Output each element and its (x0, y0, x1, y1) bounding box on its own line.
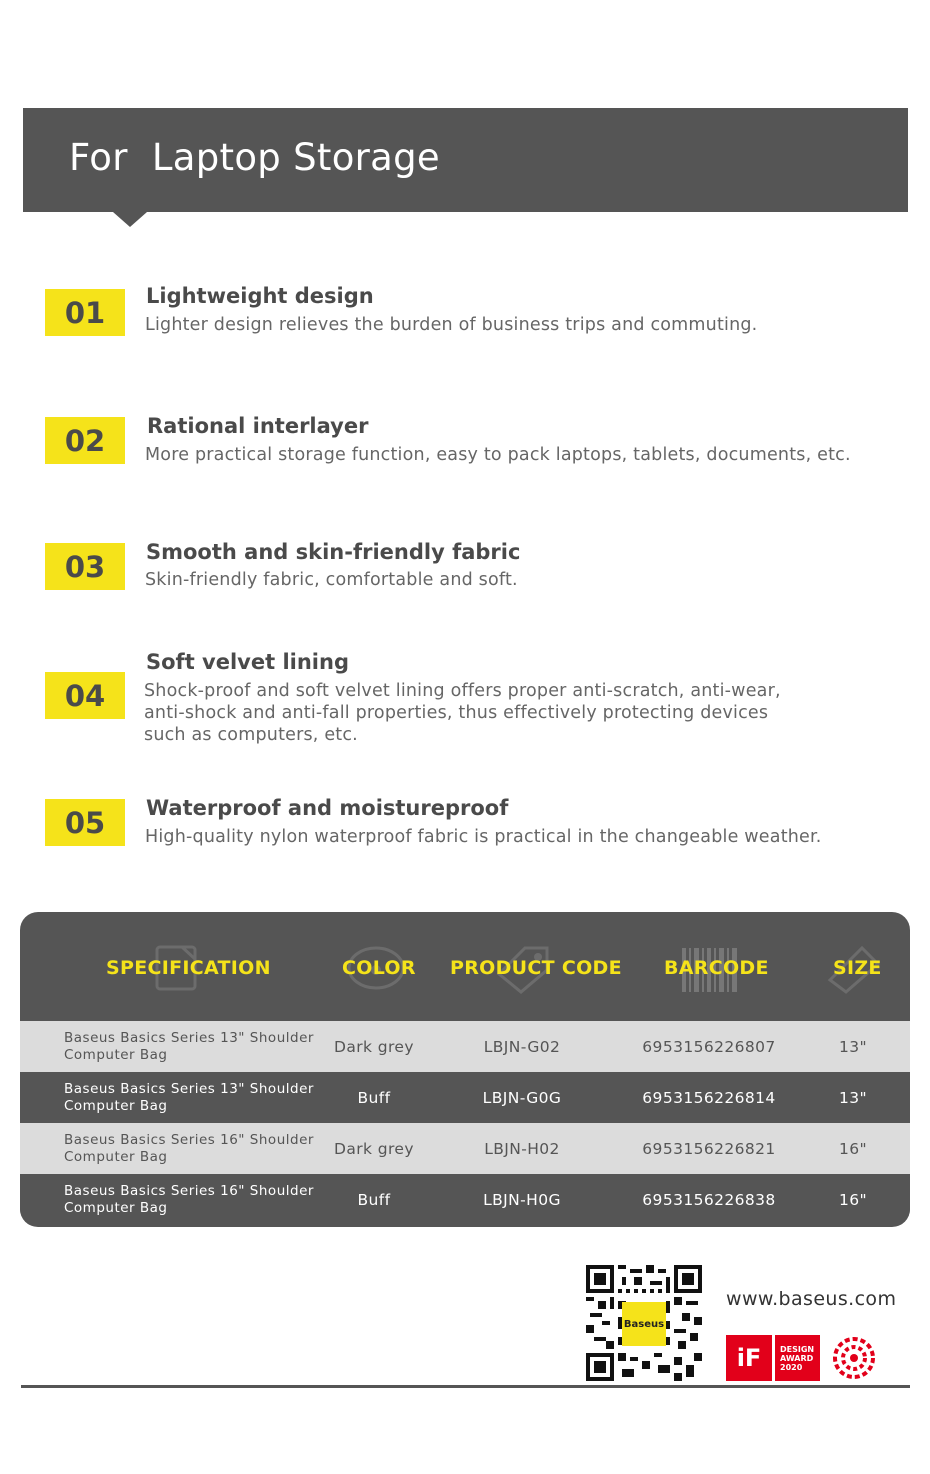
feature-title: Soft velvet lining (146, 650, 349, 674)
design-award-badge (775, 1335, 820, 1381)
feature-description: Skin-friendly fabric, comfortable and soft. (145, 570, 518, 590)
if-logo: iF (726, 1335, 772, 1381)
table-row (20, 1174, 910, 1225)
header-color: COLOR (342, 957, 416, 979)
feature-description: Shock-proof and soft velvet lining offers proper anti-scratch, anti-wear, anti-shock and anti-fall properties, thus effectively protecting devices such as computers, etc. (144, 681, 781, 745)
table-row (20, 1072, 910, 1123)
cell-product-code: LBJN-G0G (482, 1088, 562, 1107)
award-line: DESIGN (780, 1344, 815, 1354)
cell-color: Dark grey (334, 1037, 414, 1056)
website-link[interactable]: www.baseus.com (726, 1288, 897, 1310)
cell-barcode: 6953156226838 (642, 1190, 776, 1209)
header-barcode: BARCODE (664, 957, 769, 979)
footer-divider (21, 1385, 910, 1388)
cell-color: Buff (357, 1190, 391, 1209)
section-banner (23, 108, 908, 212)
feature-title: Smooth and skin-friendly fabric (146, 540, 521, 564)
brand-logo: Baseus (622, 1302, 666, 1346)
spec-table-header (20, 912, 910, 1021)
feature-number-badge: 04 (45, 672, 125, 719)
cell-color: Dark grey (334, 1139, 414, 1158)
cell-barcode: 6953156226814 (642, 1088, 776, 1107)
cell-product-code: LBJN-H02 (484, 1139, 560, 1158)
cell-size: 13" (838, 1088, 868, 1107)
feature-number-badge: 05 (45, 799, 125, 846)
feature-description: Lighter design relieves the burden of business trips and commuting. (145, 315, 758, 335)
banner-arrow (113, 212, 147, 227)
feature-title: Waterproof and moistureproof (146, 796, 509, 820)
cell-product-code: LBJN-H0G (483, 1190, 561, 1209)
red-dot-award-icon (833, 1337, 875, 1379)
feature-title: Rational interlayer (147, 414, 369, 438)
feature-number-badge: 02 (45, 417, 125, 464)
cell-specification: Baseus Basics Series 13" Shoulder Computer Bag (64, 1029, 314, 1063)
feature-description: High-quality nylon waterproof fabric is practical in the changeable weather. (145, 827, 822, 847)
cell-size: 16" (838, 1139, 868, 1158)
cell-color: Buff (357, 1088, 391, 1107)
header-product-code: PRODUCT CODE (450, 957, 622, 979)
award-line: AWARD (780, 1353, 814, 1363)
cell-specification: Baseus Basics Series 13" Shoulder Computer Bag (64, 1080, 314, 1114)
feature-description: More practical storage function, easy to pack laptops, tablets, documents, etc. (145, 445, 851, 465)
table-row (20, 1123, 910, 1174)
cell-size: 16" (838, 1190, 868, 1209)
award-line: 2020 (780, 1362, 803, 1372)
cell-product-code: LBJN-G02 (483, 1037, 561, 1056)
header-size: SIZE (833, 957, 882, 979)
banner-title: For Laptop Storage (69, 136, 440, 179)
cell-barcode: 6953156226807 (642, 1037, 776, 1056)
feature-number-badge: 03 (45, 543, 125, 590)
cell-specification: Baseus Basics Series 16" Shoulder Computer Bag (64, 1182, 314, 1216)
cell-barcode: 6953156226821 (642, 1139, 776, 1158)
table-row (20, 1021, 910, 1072)
cell-size: 13" (838, 1037, 868, 1056)
header-specification: SPECIFICATION (106, 957, 271, 979)
feature-number-badge: 01 (45, 289, 125, 336)
spec-table (20, 912, 910, 1227)
cell-specification: Baseus Basics Series 16" Shoulder Computer Bag (64, 1131, 314, 1165)
feature-title: Lightweight design (146, 284, 374, 308)
